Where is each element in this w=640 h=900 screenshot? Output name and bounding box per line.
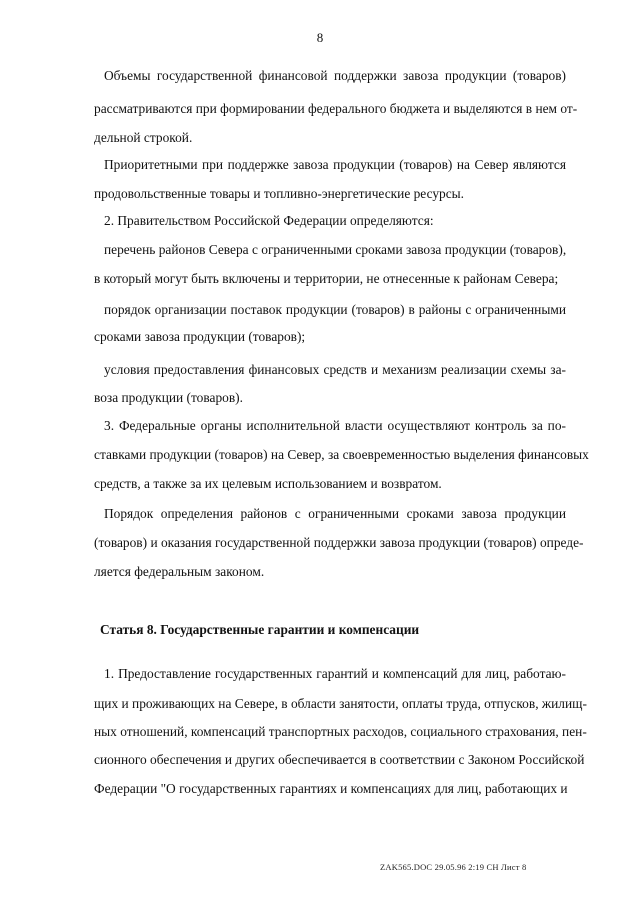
paragraph-line: ляется федеральным законом. xyxy=(94,564,265,579)
paragraph-line: воза продукции (товаров). xyxy=(94,390,243,405)
paragraph-line: сионного обеспечения и других обеспечивается в соответствии с Законом Российской xyxy=(94,752,585,767)
page-number: 8 xyxy=(316,30,324,45)
paragraph-line: дельной строкой. xyxy=(94,130,193,145)
paragraph-line: щих и проживающих на Севере, в области занятости, оплаты труда, отпусков, жилищ- xyxy=(94,696,587,711)
document-footer: ZAK565.DOC 29.05.96 2:19 CH Лист 8 xyxy=(380,862,527,872)
paragraph-line: Приоритетными при поддержке завоза продукции (товаров) на Север являются xyxy=(104,157,566,172)
paragraph-line: Федерации "О государственных гарантиях и компенсациях для лиц, работающих и xyxy=(94,781,568,796)
paragraph-line: перечень районов Севера с ограниченными сроками завоза продукции (товаров), xyxy=(104,242,567,257)
paragraph-line: сроками завоза продукции (товаров); xyxy=(94,329,306,344)
paragraph-line: (товаров) и оказания государственной поддержки завоза продукции (товаров) опреде- xyxy=(94,535,584,550)
paragraph-line: порядок организации поставок продукции (товаров) в районы с ограниченными xyxy=(104,302,566,317)
paragraph-line: 1. Предоставление государственных гарантий и компенсаций для лиц, работаю- xyxy=(104,666,566,681)
paragraph-line: продовольственные товары и топливно-энергетические ресурсы. xyxy=(94,186,465,201)
article-heading: Статья 8. Государственные гарантии и компенсации xyxy=(100,622,420,637)
paragraph-line: ных отношений, компенсаций транспортных расходов, социального страхования, пен- xyxy=(94,724,587,739)
paragraph-line: Порядок определения районов с ограниченными сроками завоза продукции xyxy=(104,506,566,521)
paragraph-line: средств, а также за их целевым использованием и возвратом. xyxy=(94,476,442,491)
paragraph-line: 2. Правительством Российской Федерации определяются: xyxy=(104,213,434,228)
paragraph-line: в который могут быть включены и территории, не отнесенные к районам Севера; xyxy=(94,271,559,286)
paragraph-line: Объемы государственной финансовой поддержки завоза продукции (товаров) xyxy=(104,68,566,83)
paragraph-line: ставками продукции (товаров) на Север, за своевременностью выделения финансовых xyxy=(94,447,589,462)
paragraph-line: условия предоставления финансовых средств и механизм реализации схемы за- xyxy=(104,362,566,377)
paragraph-line: 3. Федеральные органы исполнительной власти осуществляют контроль за по- xyxy=(104,418,566,433)
paragraph-line: рассматриваются при формировании федерального бюджета и выделяются в нем от- xyxy=(94,101,578,116)
